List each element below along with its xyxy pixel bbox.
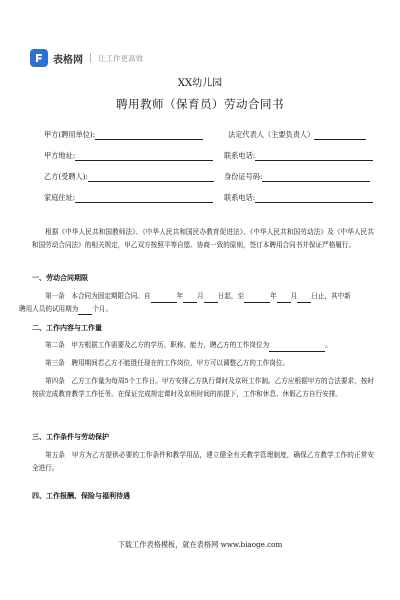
home-address-line[interactable] bbox=[75, 194, 213, 203]
party-b-line[interactable] bbox=[88, 173, 214, 182]
article1-paragraph bbox=[19, 290, 374, 315]
article1-d1: 日起，至 bbox=[217, 292, 245, 300]
phone2-field bbox=[224, 193, 373, 203]
legal-rep-field bbox=[228, 130, 366, 140]
phone1-label: 联系电话: bbox=[224, 151, 256, 160]
intro-paragraph: 根据《中华人民共和国教师法》、《中华人民共和国民办教育促进法》、《中华人民共和国劳动法》及《中华人民共和国劳动合同法》的相关规定，甲乙双方按照平等自愿、协商一致的原则，签订本聘用合同书并保证严格履行。 bbox=[32, 228, 374, 249]
article1-start-month-blank[interactable] bbox=[183, 295, 197, 303]
section2-heading: 二、工作内容与工作量 bbox=[32, 324, 102, 332]
party-b-label: 乙方(受聘人): bbox=[44, 172, 88, 181]
article4-paragraph: 第四条 乙方工作量为每周5个工作日。甲方安排乙方执行课时及京班工作制。乙方应根据甲方的合法要求，按时按质完成教育教学工作任务。在保证完成规定课时及京班时间的前提下，工作和休息、休假乙方自行安排。 bbox=[32, 377, 374, 398]
phone1-line[interactable] bbox=[255, 152, 373, 161]
article1-y1: 年 bbox=[176, 292, 184, 300]
home-address-label: 家庭住址: bbox=[44, 193, 76, 202]
brand-name: 表格网 bbox=[53, 54, 83, 66]
id-number-field bbox=[224, 172, 370, 182]
article3-paragraph: 第三条 聘用期间若乙方不能胜任现在的工作岗位，甲方可以调整乙方的工作岗位。 bbox=[45, 359, 289, 367]
brand-divider bbox=[90, 53, 91, 63]
party-a-address-line[interactable] bbox=[75, 152, 213, 161]
party-a-address-field bbox=[44, 151, 213, 161]
party-a-address-label: 甲方地址: bbox=[44, 151, 76, 160]
article1-d2: 日止，其中新 bbox=[311, 292, 351, 300]
article1-end-month-blank[interactable] bbox=[277, 295, 291, 303]
party-a-label: 甲方(聘用单位): bbox=[44, 130, 96, 139]
party-a-field bbox=[44, 130, 203, 140]
document-title: 聘用教师（保育员）劳动合同书 bbox=[116, 97, 284, 111]
legal-rep-label: 法定代表人（主要负责人） bbox=[228, 130, 315, 139]
article1-m1: 月 bbox=[197, 292, 204, 300]
id-number-line[interactable] bbox=[262, 173, 370, 182]
id-number-label: 身份证号码: bbox=[224, 172, 263, 181]
article1-probation-blank[interactable] bbox=[78, 307, 92, 315]
party-a-line[interactable] bbox=[95, 131, 203, 140]
article2-text: 第二条 甲方根据工作需要及乙方的学历、职称、能力，聘乙方的工作岗位为 bbox=[45, 341, 270, 349]
article1-end-day-blank[interactable] bbox=[297, 295, 311, 303]
article1-text-b: 聘用人员的试用期为 bbox=[19, 304, 79, 313]
legal-rep-line[interactable] bbox=[314, 131, 366, 140]
article1-text-a: 第一条 本合同为固定期限合同。自 bbox=[45, 292, 151, 300]
section3-heading: 三、工作条件与劳动保护 bbox=[32, 433, 109, 441]
article1-start-year-blank[interactable] bbox=[151, 295, 177, 303]
article1-y2: 年 bbox=[270, 292, 277, 300]
article1-start-day-blank[interactable] bbox=[204, 295, 218, 303]
phone1-field bbox=[224, 151, 373, 161]
brand-logo-icon bbox=[30, 49, 48, 67]
page-footer: 下载工作表格模板，就在表格网 www.biaoge.com bbox=[117, 540, 283, 549]
article1-end-year-blank[interactable] bbox=[244, 295, 270, 303]
article1-text-c: 个月。 bbox=[92, 304, 113, 313]
party-b-field bbox=[44, 172, 214, 182]
home-address-field bbox=[44, 193, 213, 203]
article2-position-blank[interactable] bbox=[269, 344, 325, 352]
brand-logo[interactable] bbox=[30, 48, 143, 68]
brand-slogan: 让工作更高效 bbox=[98, 53, 143, 63]
phone2-label: 联系电话: bbox=[224, 193, 256, 202]
article5-paragraph: 第五条 甲方为乙方提供必要的工作条件和教学用品，建立健全有关教学管理制度，确保乙方教学工作的正常安全进行。 bbox=[32, 451, 374, 472]
document-org: XX幼儿园 bbox=[177, 78, 223, 89]
section4-heading: 四、工作报酬、保险与福利待遇 bbox=[32, 492, 130, 500]
phone2-line[interactable] bbox=[255, 194, 373, 203]
article2-paragraph: 第二条 甲方根据工作需要及乙方的学历、职称、能力，聘乙方的工作岗位为 。 bbox=[32, 339, 374, 352]
article1-m2: 月 bbox=[290, 292, 298, 300]
section1-heading: 一、劳动合同期限 bbox=[32, 274, 88, 282]
